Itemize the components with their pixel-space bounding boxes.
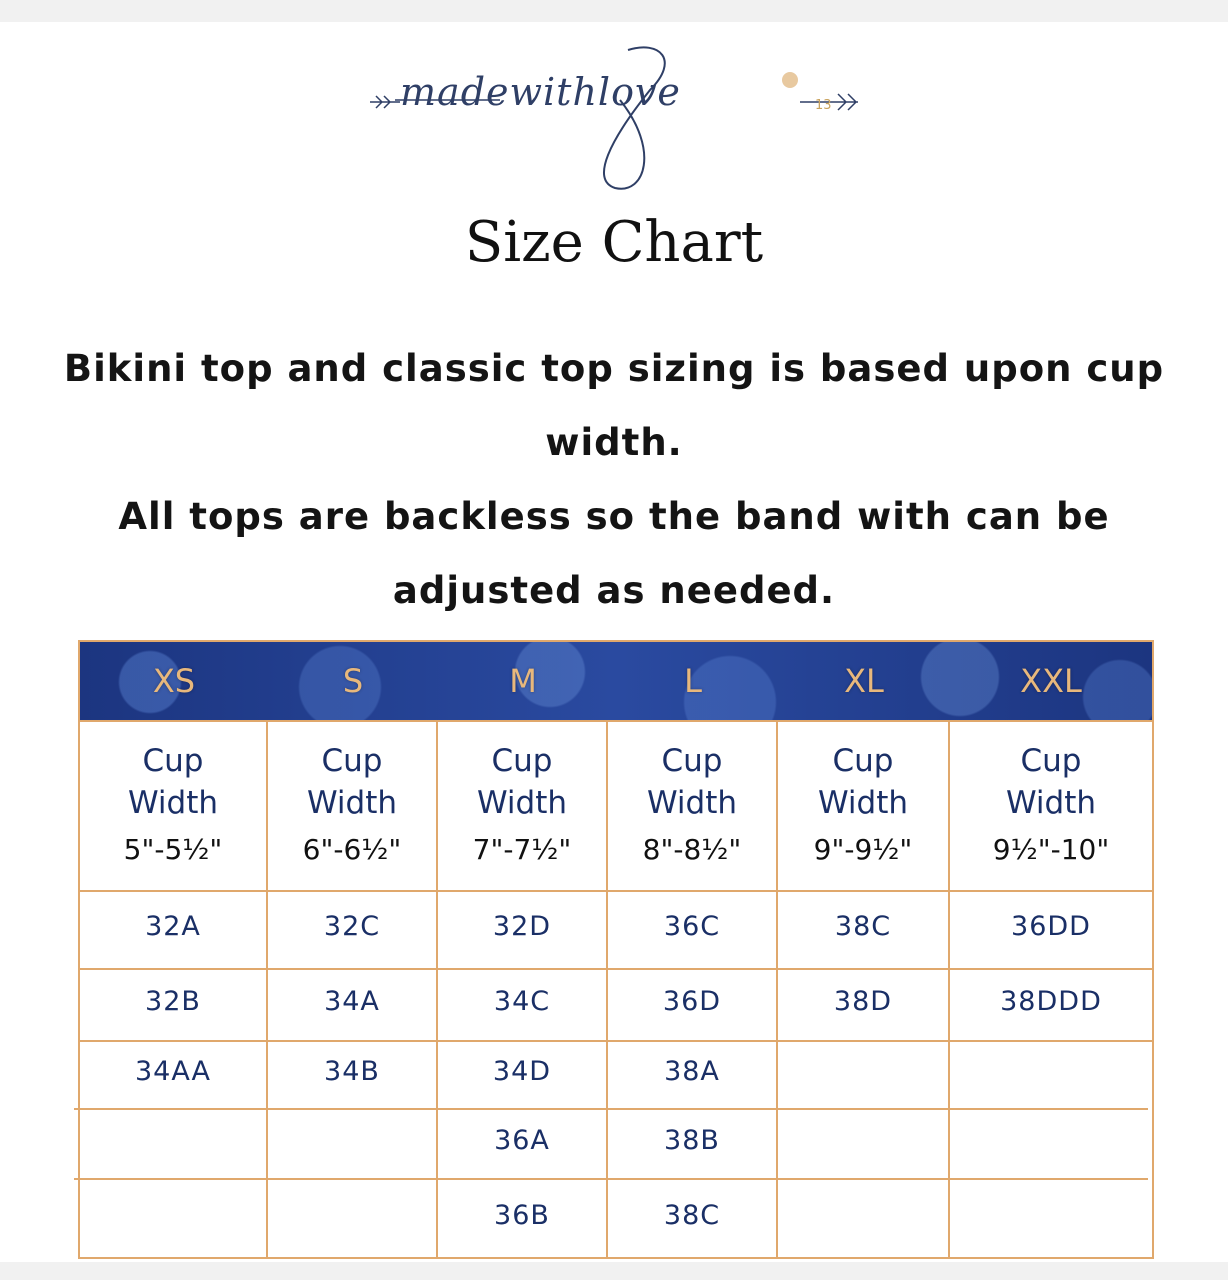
row-divider [74, 1108, 1148, 1110]
cup-width-range: 8"-8½" [642, 833, 742, 866]
width-label: Width [127, 785, 219, 821]
band-cup-size-cell: 34AA [134, 1056, 212, 1087]
band-cup-size-cell: 38C [834, 911, 892, 942]
cup-width-range: 9½"-10" [992, 833, 1110, 866]
width-label: Width [306, 785, 398, 821]
band-cup-size-cell: 36DD [1011, 911, 1091, 942]
header-xxl: XXL [1020, 662, 1082, 700]
header-xl: XL [844, 662, 884, 700]
band-cup-size-cell: 32D [492, 911, 552, 942]
band-cup-size-cell: 32C [323, 911, 381, 942]
header-l: L [684, 662, 702, 700]
band-cup-size-cell: 36A [494, 1125, 550, 1156]
description-line: adjusted as needed. [392, 569, 836, 612]
cup-width-range: 6"-6½" [302, 833, 402, 866]
bottom-bar [0, 1262, 1228, 1280]
band-cup-size-cell: 36C [663, 911, 721, 942]
cup-width-cell [950, 740, 1152, 876]
table-header-row [80, 642, 1152, 722]
band-cup-size-cell: 34C [493, 986, 551, 1017]
top-bar [0, 0, 1228, 22]
description-line: All tops are backless so the band with can be [118, 495, 1110, 538]
width-label: Width [817, 785, 909, 821]
cup-label: Cup [661, 743, 723, 779]
page-title: Size Chart [464, 210, 764, 275]
cup-label: Cup [1020, 743, 1082, 779]
cup-width-range: 5"-5½" [123, 833, 223, 866]
cup-width-range: 9"-9½" [813, 833, 913, 866]
width-label: Width [646, 785, 738, 821]
band-cup-size-cell: 38C [663, 1200, 721, 1231]
cup-label: Cup [491, 743, 553, 779]
row-divider [80, 968, 1152, 970]
band-cup-size-cell: 34D [492, 1056, 552, 1087]
cup-width-cell [438, 740, 606, 876]
logo-superscript: 13 [815, 98, 832, 113]
band-cup-size-cell: 38A [664, 1056, 720, 1087]
header-xs: XS [152, 662, 196, 700]
band-cup-size-cell: 36D [662, 986, 722, 1017]
band-cup-size-cell: 32B [145, 986, 201, 1017]
width-label: Width [476, 785, 568, 821]
width-label: Width [1005, 785, 1097, 821]
header-m: M [509, 662, 537, 700]
band-cup-size-cell: 34B [324, 1056, 380, 1087]
band-cup-size-cell: 36B [494, 1200, 550, 1231]
sizing-description [20, 332, 1208, 628]
cup-label: Cup [142, 743, 204, 779]
cup-width-cell [268, 740, 436, 876]
band-cup-size-cell: 38D [833, 986, 893, 1017]
cup-width-cell [608, 740, 776, 876]
band-cup-size-cell: 32A [145, 911, 201, 942]
row-divider [74, 1178, 1148, 1180]
row-divider [80, 1040, 1152, 1042]
description-line: width. [545, 421, 683, 464]
logo-wordmark: madewithlove [400, 70, 681, 114]
header-s: S [342, 662, 364, 700]
cup-width-cell [80, 740, 266, 876]
description-line: Bikini top and classic top sizing is based upon cup [63, 347, 1165, 390]
cup-width-range: 7"-7½" [472, 833, 572, 866]
logo-flourish-icon [360, 30, 870, 200]
band-cup-size-cell: 38DDD [1000, 986, 1102, 1017]
cup-label: Cup [321, 743, 383, 779]
band-cup-size-cell: 34A [324, 986, 380, 1017]
brand-logo [360, 30, 870, 200]
cup-label: Cup [832, 743, 894, 779]
row-divider [80, 890, 1152, 892]
size-chart-table [78, 640, 1154, 1259]
cup-width-cell [778, 740, 948, 876]
band-cup-size-cell: 38B [664, 1125, 720, 1156]
